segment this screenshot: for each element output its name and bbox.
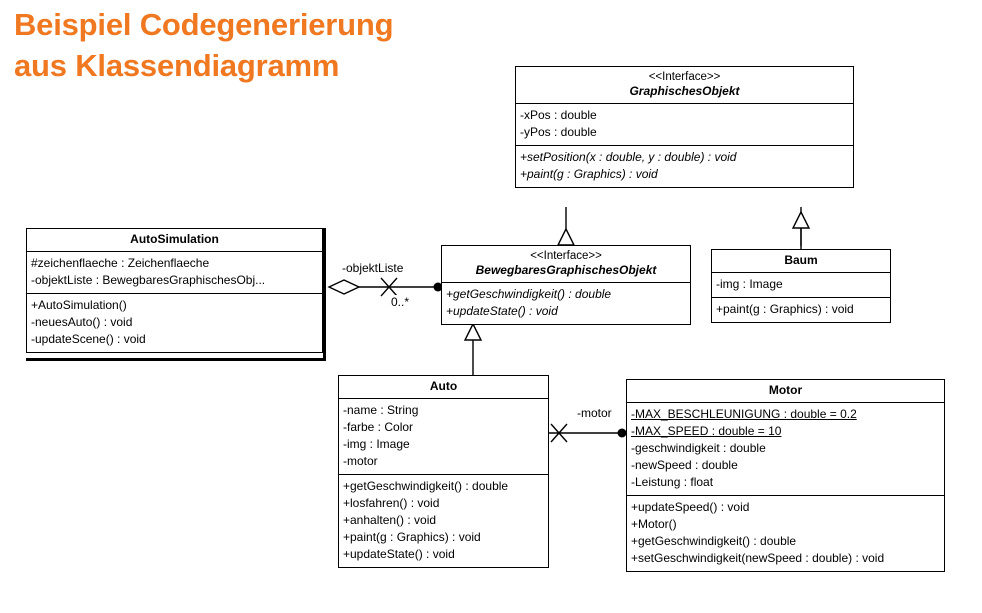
operation-row: +updateState() : void: [343, 547, 455, 561]
class-attributes: [712, 272, 890, 297]
operation-row: +getGeschwindigkeit() : double: [446, 287, 612, 301]
operation-row: +setPosition(x : double, y : double) : void: [520, 150, 737, 164]
class-header: [516, 67, 853, 103]
operation-row: +losfahren() : void: [343, 496, 440, 510]
page-title-line-2: aus Klassendiagramm: [14, 48, 340, 83]
edge-label-motor: -motor: [577, 406, 612, 420]
class-box-bewegbares-graphisches-objekt[interactable]: [441, 245, 691, 325]
class-name: BewegbaresGraphischesObjekt: [475, 263, 657, 277]
attribute-row: -img : Image: [716, 277, 783, 291]
operation-row: +AutoSimulation(): [31, 298, 127, 312]
class-box-baum[interactable]: [711, 249, 891, 323]
class-operations: [442, 282, 690, 324]
class-name: AutoSimulation: [130, 232, 219, 246]
operation-row: +paint(g : Graphics) : void: [716, 302, 854, 316]
operation-row: -updateScene() : void: [31, 332, 146, 346]
operation-row: +getGeschwindigkeit() : double: [343, 479, 509, 493]
operation-row: +paint(g : Graphics) : void: [520, 167, 658, 181]
attribute-row: -MAX_BESCHLEUNIGUNG : double = 0.2: [631, 407, 857, 421]
attribute-row: -newSpeed : double: [631, 458, 738, 472]
class-box-motor[interactable]: [626, 379, 945, 572]
class-name: Baum: [784, 253, 818, 267]
class-stereotype: <<Interface>>: [530, 250, 602, 262]
class-header: [27, 229, 322, 251]
operation-row: +setGeschwindigkeit(newSpeed : double) : void: [631, 551, 885, 565]
operation-row: +paint(g : Graphics) : void: [343, 530, 481, 544]
operation-row: +Motor(): [631, 517, 677, 531]
class-box-auto-simulation[interactable]: [26, 228, 323, 353]
attribute-row: -Leistung : float: [631, 475, 714, 489]
class-attributes: [627, 402, 944, 495]
operation-row: +updateSpeed() : void: [631, 500, 750, 514]
class-header: [339, 376, 548, 398]
attribute-row: -yPos : double: [520, 125, 597, 139]
class-operations: [516, 145, 853, 187]
class-header: [712, 250, 890, 272]
class-stereotype: <<Interface>>: [648, 71, 721, 83]
operation-row: +updateState() : void: [446, 304, 558, 318]
class-name: Auto: [429, 379, 458, 393]
class-operations: [339, 474, 548, 567]
class-operations: [712, 297, 890, 322]
attribute-row: -name : String: [343, 403, 419, 417]
operation-row: +anhalten() : void: [343, 513, 437, 527]
edge-label-multiplicity: 0..*: [391, 295, 410, 309]
page-title-line-1: Beispiel Codegenerierung: [14, 7, 394, 42]
class-operations: [627, 495, 944, 571]
class-box-auto[interactable]: [338, 375, 549, 568]
class-attributes: [516, 103, 853, 145]
class-header: [627, 380, 944, 402]
attribute-row: -MAX_SPEED : double = 10: [631, 424, 782, 438]
class-operations: [27, 293, 322, 352]
edge-label-objekt-liste: -objektListe: [342, 261, 404, 275]
class-name: GraphischesObjekt: [629, 84, 740, 98]
attribute-row: -geschwindigkeit : double: [631, 441, 766, 455]
attribute-row: -objektListe : BewegbaresGraphischesObj...: [31, 273, 266, 287]
operation-row: +getGeschwindigkeit() : double: [631, 534, 797, 548]
operation-row: -neuesAuto() : void: [31, 315, 133, 329]
attribute-row: -img : Image: [343, 437, 410, 451]
class-header: [442, 246, 690, 282]
class-attributes: [339, 398, 548, 474]
class-attributes: [27, 251, 322, 293]
attribute-row: #zeichenflaeche : Zeichenflaeche: [31, 256, 210, 270]
class-name: Motor: [768, 383, 803, 397]
attribute-row: -xPos : double: [520, 108, 597, 122]
attribute-row: -motor: [343, 454, 378, 468]
attribute-row: -farbe : Color: [343, 420, 414, 434]
class-box-graphisches-objekt[interactable]: [515, 66, 854, 188]
